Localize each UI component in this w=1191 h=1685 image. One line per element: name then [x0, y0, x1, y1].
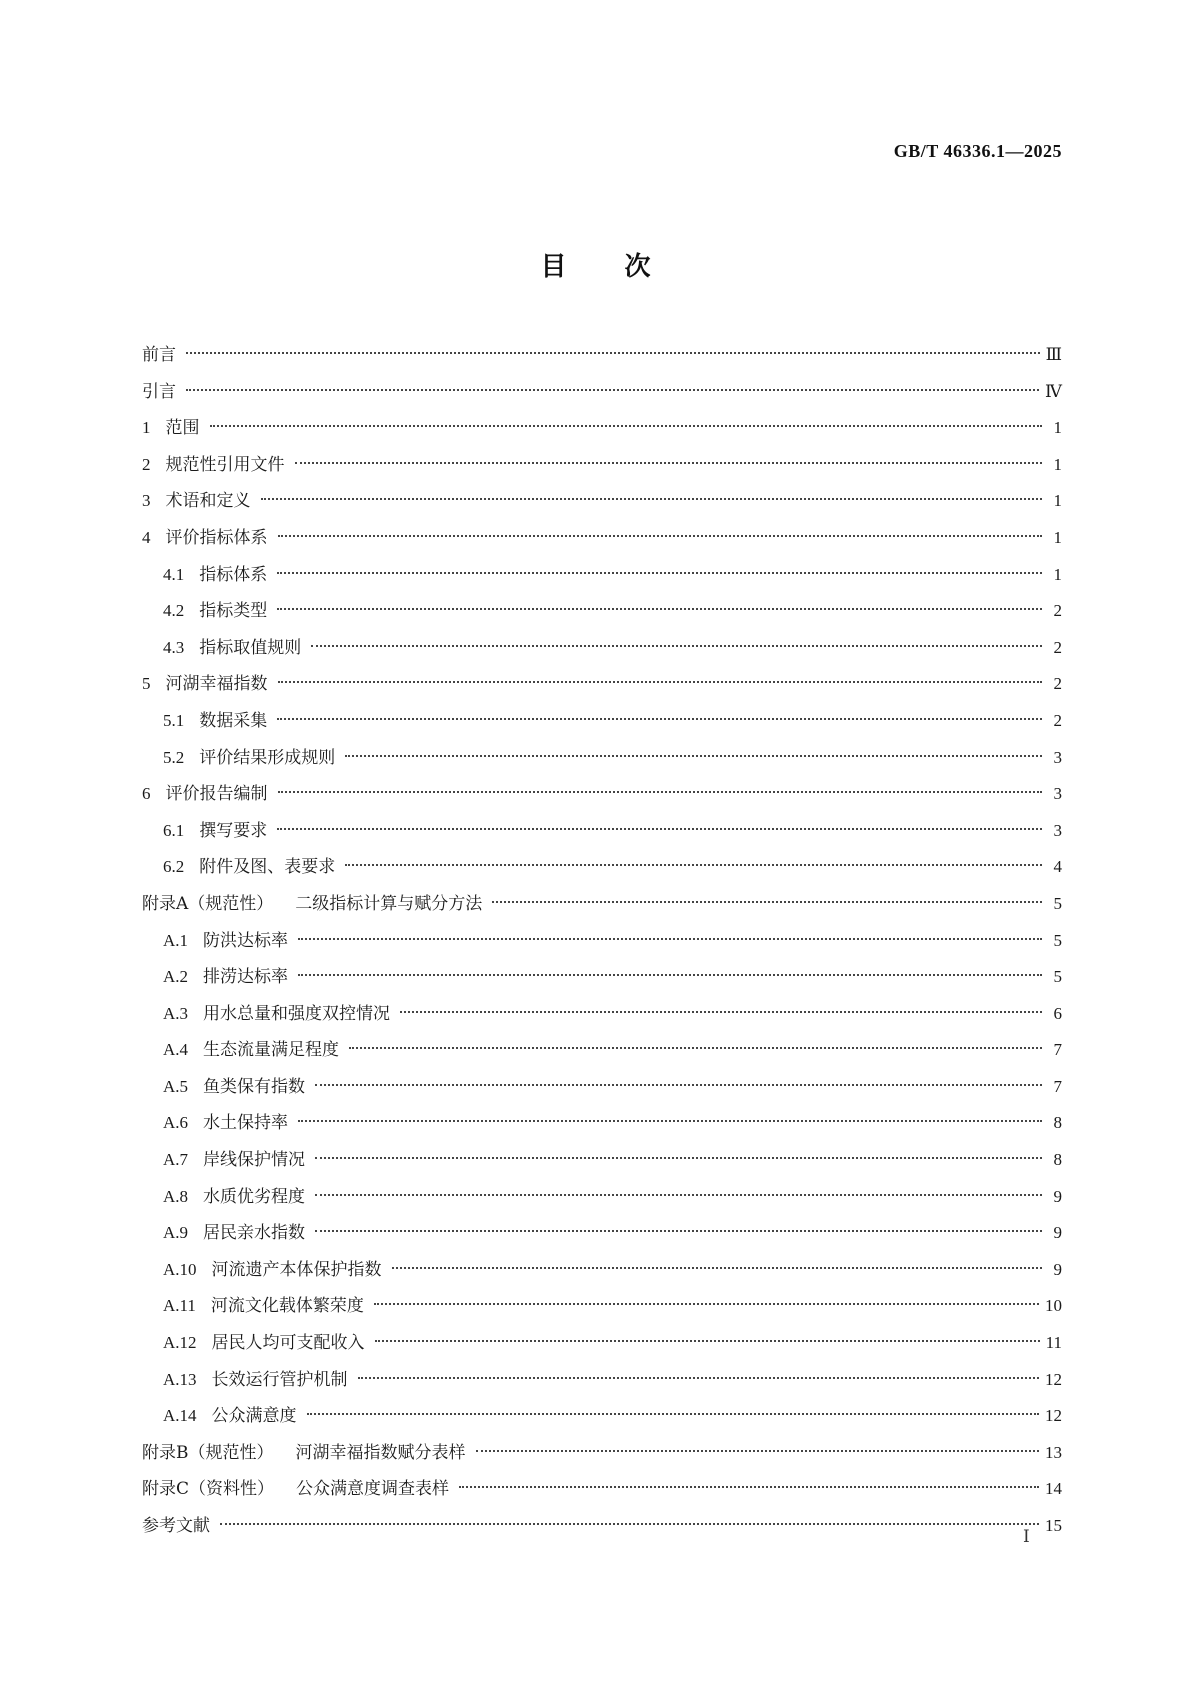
section-number: A.5	[163, 1076, 189, 1096]
toc-entry[interactable]	[142, 374, 1062, 411]
page-ref: 1	[1053, 454, 1062, 474]
appendix-designation: 附录B（规范性）	[142, 1442, 274, 1463]
section-number: 4.2	[163, 601, 185, 621]
section-title: 参考文献	[142, 1516, 210, 1536]
section-number: A.9	[163, 1223, 189, 1243]
dot-leader	[315, 1157, 1042, 1159]
toc-entry[interactable]	[142, 1325, 1062, 1362]
page-ref: 7	[1053, 1076, 1062, 1096]
toc-entry[interactable]	[142, 849, 1062, 886]
toc-entry-label	[163, 1179, 305, 1216]
dot-leader	[277, 828, 1042, 830]
toc-entry-label	[142, 374, 176, 411]
toc-entry[interactable]	[142, 1508, 1062, 1545]
section-number: A.1	[163, 930, 189, 950]
dot-leader	[358, 1377, 1039, 1379]
section-number: 4.3	[163, 637, 185, 657]
page-ref: 15	[1045, 1516, 1062, 1535]
page-ref: 12	[1045, 1406, 1062, 1426]
section-title: 公众满意度调查表样	[296, 1479, 450, 1500]
section-title: 鱼类保有指数	[203, 1076, 306, 1097]
toc-entry-label	[142, 337, 176, 374]
toc-entry-label	[163, 1069, 305, 1106]
section-number: A.3	[163, 1003, 189, 1023]
page-number: Ⅰ	[1023, 1527, 1030, 1546]
page-ref: 2	[1053, 674, 1062, 694]
dot-leader	[315, 1084, 1042, 1086]
section-number: 5.1	[163, 710, 185, 730]
section-number: A.14	[163, 1406, 197, 1426]
toc-entry-label	[142, 520, 268, 557]
toc-entry-label	[142, 666, 268, 703]
section-number: A.4	[163, 1040, 189, 1060]
toc-entry[interactable]	[142, 666, 1062, 703]
section-number: A.7	[163, 1150, 189, 1170]
dot-leader	[374, 1303, 1039, 1305]
standard-code: GB/T 46336.1—2025	[893, 141, 1062, 161]
toc-entry[interactable]	[142, 923, 1062, 960]
section-title: 河流文化载体繁荣度	[210, 1296, 364, 1317]
page-ref: 3	[1053, 784, 1062, 804]
page-ref: Ⅳ	[1045, 381, 1062, 401]
toc-entry[interactable]	[142, 410, 1062, 447]
section-title: 水土保持率	[203, 1113, 289, 1134]
page-title: 目次	[540, 252, 709, 282]
page-ref: 2	[1053, 710, 1062, 730]
toc-entry-label	[163, 1362, 348, 1399]
section-title: 范围	[165, 418, 200, 439]
toc-entry-label	[142, 776, 268, 813]
toc-entry-label	[142, 1508, 210, 1545]
page-ref: 9	[1053, 1223, 1062, 1243]
page-ref: 9	[1053, 1186, 1062, 1206]
section-title: 岸线保护情况	[203, 1150, 306, 1171]
dot-leader	[186, 389, 1039, 391]
section-title: 指标类型	[199, 601, 268, 622]
page-ref: 3	[1053, 747, 1062, 767]
section-title: 撰写要求	[199, 820, 268, 841]
dot-leader	[277, 608, 1042, 610]
page-ref: 5	[1053, 930, 1062, 950]
toc-entry[interactable]	[142, 337, 1062, 374]
toc-entry-label	[142, 886, 482, 923]
table-of-contents	[142, 337, 1062, 1545]
toc-entry-label	[163, 1105, 288, 1142]
section-title: 水质优劣程度	[203, 1186, 306, 1207]
toc-entry-label	[142, 483, 251, 520]
dot-leader	[186, 352, 1040, 354]
toc-entry[interactable]	[142, 1142, 1062, 1179]
toc-entry-label	[163, 923, 288, 960]
section-title: 数据采集	[199, 710, 268, 731]
section-number: 6	[142, 784, 151, 804]
section-title: 居民人均可支配收入	[211, 1333, 365, 1354]
dot-leader	[345, 864, 1042, 866]
page-ref: 3	[1053, 820, 1062, 840]
dot-leader	[492, 901, 1042, 903]
dot-leader	[278, 791, 1043, 793]
page-ref: 8	[1053, 1113, 1062, 1133]
section-title: 评价指标体系	[165, 527, 268, 548]
dot-leader	[459, 1486, 1039, 1488]
toc-entry[interactable]	[142, 740, 1062, 777]
dot-leader	[277, 572, 1042, 574]
page-ref: Ⅲ	[1045, 345, 1062, 364]
toc-entry[interactable]	[142, 520, 1062, 557]
section-title: 术语和定义	[165, 491, 251, 512]
page-ref: 9	[1053, 1259, 1062, 1279]
dot-leader	[278, 535, 1043, 537]
section-title: 公众满意度	[211, 1406, 297, 1427]
dot-leader	[220, 1523, 1039, 1525]
page-ref: 14	[1045, 1479, 1062, 1499]
toc-entry-label	[163, 1325, 365, 1362]
toc-entry[interactable]	[142, 483, 1062, 520]
dot-leader	[298, 1120, 1042, 1122]
section-number: 4.1	[163, 564, 185, 584]
page-ref: 8	[1053, 1150, 1062, 1170]
section-title: 生态流量满足程度	[203, 1040, 340, 1061]
page-ref: 10	[1045, 1296, 1062, 1316]
section-number: A.11	[163, 1296, 196, 1316]
section-title: 附件及图、表要求	[199, 857, 336, 878]
toc-entry[interactable]	[142, 959, 1062, 996]
toc-entry-label	[163, 593, 267, 630]
dot-leader	[307, 1413, 1039, 1415]
section-title: 防洪达标率	[203, 930, 289, 951]
dot-leader	[345, 755, 1042, 757]
section-number: 5	[142, 674, 151, 694]
toc-entry[interactable]	[142, 557, 1062, 594]
section-title: 评价报告编制	[165, 784, 268, 805]
section-number: 2	[142, 454, 151, 474]
toc-entry[interactable]	[142, 1398, 1062, 1435]
section-title: 长效运行管护机制	[211, 1369, 348, 1390]
toc-entry[interactable]	[142, 996, 1062, 1033]
section-number: A.2	[163, 967, 189, 987]
toc-entry[interactable]	[142, 1435, 1062, 1472]
toc-entry-label	[163, 740, 335, 777]
page-ref: 6	[1053, 1003, 1062, 1023]
toc-entry-label	[163, 849, 335, 886]
toc-entry-label	[163, 813, 267, 850]
section-number: 6.1	[163, 820, 185, 840]
section-title: 河流遗产本体保护指数	[211, 1259, 382, 1280]
section-title: 河湖幸福指数	[165, 674, 268, 695]
page-ref: 5	[1053, 893, 1062, 913]
dot-leader	[315, 1194, 1042, 1196]
toc-entry[interactable]	[142, 813, 1062, 850]
toc-entry-label	[163, 959, 288, 996]
section-number: 6.2	[163, 857, 185, 877]
section-number: A.8	[163, 1186, 189, 1206]
section-number: A.6	[163, 1113, 189, 1133]
toc-entry[interactable]	[142, 1288, 1062, 1325]
toc-entry-label	[163, 557, 267, 594]
toc-entry-label	[163, 630, 301, 667]
dot-leader	[261, 498, 1043, 500]
page-ref: 13	[1045, 1442, 1062, 1462]
page-ref: 1	[1053, 527, 1062, 547]
appendix-designation: 附录C（资料性）	[142, 1479, 275, 1500]
dot-leader	[210, 425, 1043, 427]
toc-entry-label	[163, 1215, 305, 1252]
page-ref: 1	[1053, 491, 1062, 511]
toc-entry-label	[163, 1398, 297, 1435]
toc-entry-label	[163, 1032, 339, 1069]
section-title: 规范性引用文件	[165, 454, 285, 475]
dot-leader	[375, 1340, 1040, 1342]
section-title: 居民亲水指数	[203, 1223, 306, 1244]
section-number: 4	[142, 527, 151, 547]
section-number: A.12	[163, 1333, 197, 1353]
page-ref: 2	[1053, 637, 1062, 657]
toc-entry[interactable]	[142, 1105, 1062, 1142]
toc-entry-label	[163, 1142, 305, 1179]
toc-entry-label	[142, 447, 285, 484]
section-title: 排涝达标率	[203, 967, 289, 988]
toc-entry[interactable]	[142, 1069, 1062, 1106]
page-ref: 2	[1053, 601, 1062, 621]
toc-entry-label	[142, 1471, 449, 1508]
dot-leader	[349, 1047, 1042, 1049]
section-title: 评价结果形成规则	[199, 747, 336, 768]
toc-entry[interactable]	[142, 630, 1062, 667]
dot-leader	[315, 1230, 1042, 1232]
toc-entry-label	[163, 1288, 364, 1325]
toc-entry[interactable]	[142, 1179, 1062, 1216]
section-number: 5.2	[163, 747, 185, 767]
dot-leader	[277, 718, 1042, 720]
toc-entry-label	[142, 410, 200, 447]
toc-entry-label	[163, 996, 390, 1033]
section-title: 指标取值规则	[199, 637, 302, 658]
section-title: 二级指标计算与赋分方法	[295, 893, 483, 914]
toc-entry[interactable]	[142, 1252, 1062, 1289]
section-number: A.13	[163, 1369, 197, 1389]
dot-leader	[298, 938, 1042, 940]
section-title: 引言	[142, 381, 176, 402]
toc-entry-label	[163, 703, 267, 740]
toc-entry[interactable]	[142, 776, 1062, 813]
toc-entry-label	[163, 1252, 382, 1289]
toc-entry[interactable]	[142, 1215, 1062, 1252]
dot-leader	[400, 1011, 1042, 1013]
toc-entry[interactable]	[142, 703, 1062, 740]
toc-entry[interactable]	[142, 447, 1062, 484]
page-ref: 1	[1053, 564, 1062, 584]
toc-entry[interactable]	[142, 1362, 1062, 1399]
page-ref: 11	[1045, 1333, 1062, 1353]
section-title: 河湖幸福指数赋分表样	[295, 1442, 466, 1463]
section-title: 前言	[142, 345, 176, 365]
dot-leader	[295, 462, 1043, 464]
page-ref: 1	[1053, 418, 1062, 438]
page-ref: 7	[1053, 1040, 1062, 1060]
toc-entry-label	[142, 1435, 466, 1472]
toc-entry[interactable]	[142, 886, 1062, 923]
dot-leader	[298, 974, 1042, 976]
section-title: 用水总量和强度双控情况	[203, 1003, 391, 1024]
section-number: 1	[142, 418, 151, 438]
dot-leader	[311, 645, 1042, 647]
section-number: 3	[142, 491, 151, 511]
section-number: A.10	[163, 1259, 197, 1279]
toc-entry[interactable]	[142, 1032, 1062, 1069]
page-ref: 4	[1053, 857, 1062, 877]
dot-leader	[278, 681, 1043, 683]
toc-entry[interactable]	[142, 593, 1062, 630]
page-ref: 12	[1045, 1369, 1062, 1389]
dot-leader	[392, 1267, 1042, 1269]
toc-entry[interactable]	[142, 1471, 1062, 1508]
section-title: 指标体系	[199, 564, 268, 585]
dot-leader	[476, 1450, 1040, 1452]
appendix-designation: 附录A（规范性）	[142, 893, 274, 914]
page-ref: 5	[1053, 967, 1062, 987]
